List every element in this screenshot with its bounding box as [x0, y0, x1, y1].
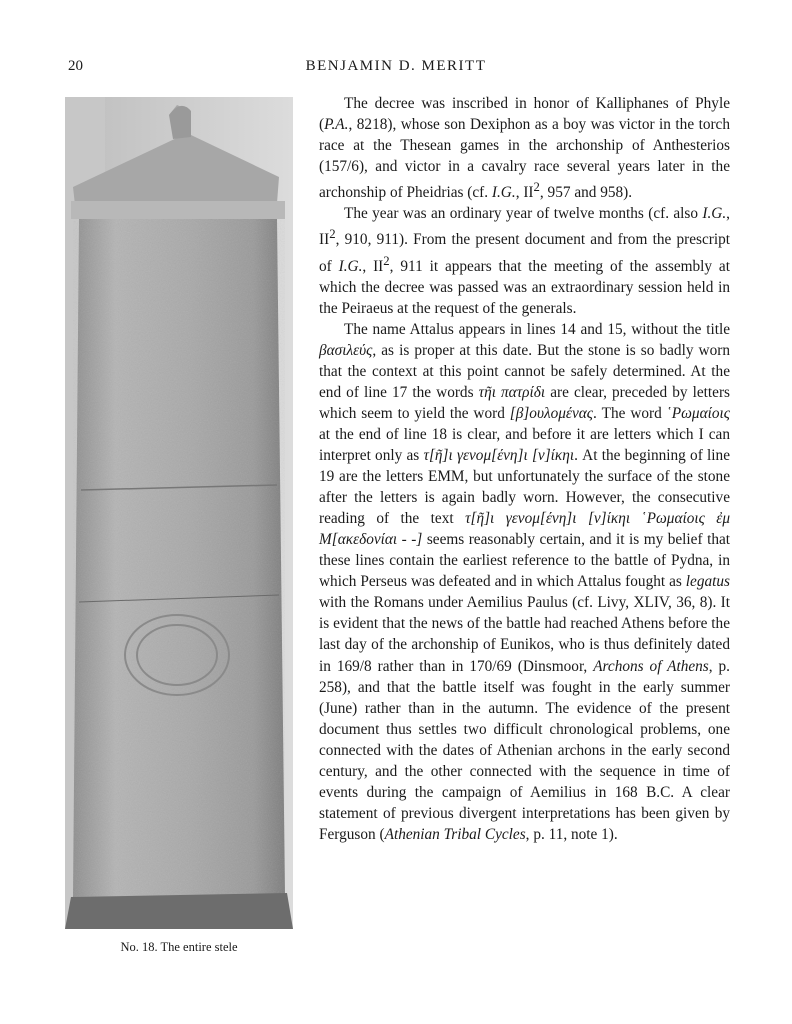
stele-base	[65, 893, 293, 929]
paragraph: The name Attalus appears in lines 14 and 15, without the title βασιλεύς, as is proper at this date. But the stone is so badly worn that the context at this point cannot be safely determined. At the end of line 17 the words τῆι πατρίδι are clear, preceded by letters which seem to yield the word [β]ουλομένας. The word ῾Ρωμαίοις at the end of line 18 is clear, and before it are letters which I can interpret only as τ[ῆ]ι γενομ[ένη]ι [ν]ίκηι. At the beginning of line 19 are the letters ΕΜΜ, but unfortunately the surface of the stone after the letters is again badly worn. However, the consecutive reading of the text τ[ῆ]ι γενομ[ένη]ι [ν]ίκηι ῾Ρωμαίοις ἐμ Μ[ακεδονίαι - -] seems reasonably certain, and it is my belief that these lines contain the earliest reference to the battle of Pydna, in which Perseus was defeated and in which Attalus fought as legatus with the Romans under Aemilius Paulus (cf. Livy, XLIV, 36, 8). It is evident that the news of the battle had reached Athens before the last day of the archonship of Eunikos, who is thus definitely dated in 169/8 rather than in 170/69 (Dinsmoor, Archons of Athens, p. 258), and that the battle itself was fought in the early summer (June) rather than in the autumn. The evidence of the present document thus settles two difficult chronological problems, one connected with the dates of Athenian archons in the early second century, and the other connected with the sequence in time of events during the campaign of Aemilius in 168 B.C. A clear statement of previous divergent interpretations has been given by Ferguson (Athenian Tribal Cycles, p. 11, note 1).	[319, 320, 731, 843]
cornice	[71, 201, 285, 219]
body-text	[319, 93, 730, 845]
stele-photograph	[65, 97, 293, 929]
running-head: BENJAMIN D. MERITT	[305, 58, 487, 74]
figure-caption: No. 18. The entire stele	[120, 940, 238, 954]
paragraph: The year was an ordinary year of twelve months (cf. also I.G., $II^2$, 910, 911). From the present document and from the prescript of I.G., $II^2$, 911 it appears that the meeting of the assembly at which the decree was passed was an extraordinary session held in the Peiraeus at the request of the generals.	[319, 205, 730, 317]
paragraph: The decree was inscribed in honor of Kalliphanes of Phyle (P.A., 8218), whose son Dexiphon as a boy was victor in the torch race at the Thesean games in the archonship of Anthesterios (157/6), and victor in a cavalry race several years later in the archonship of Pheidrias (cf. I.G., $II^2$, 957 and 958).	[319, 95, 730, 202]
page-number: 20	[68, 58, 83, 74]
